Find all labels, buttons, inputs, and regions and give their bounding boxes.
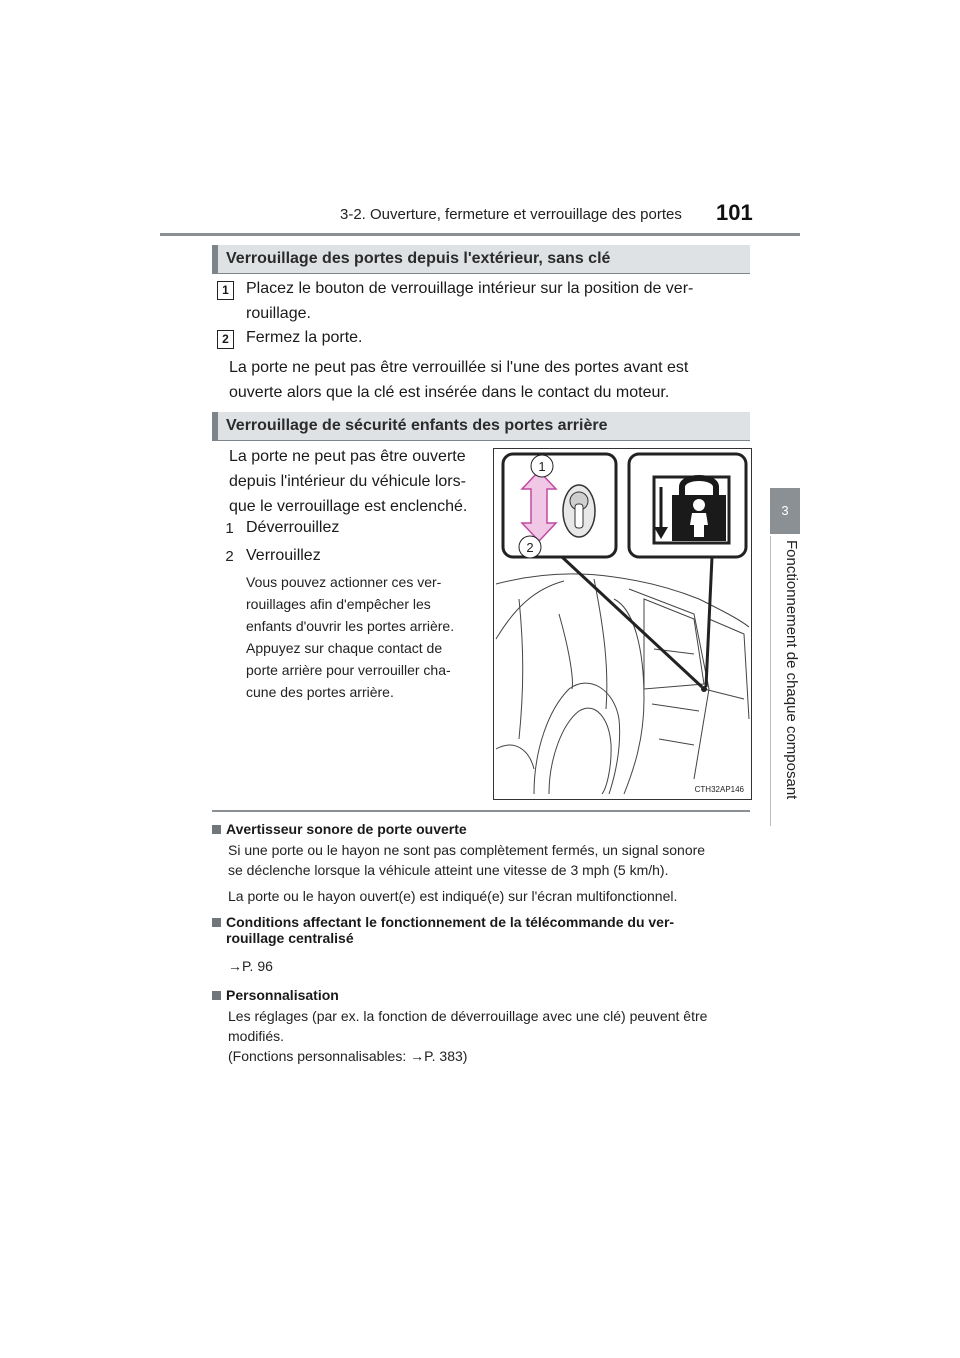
section2-intro [229,444,480,519]
bullet-square-icon [212,825,221,834]
section-title: 3-2. Ouverture, fermeture et verrouillage des portes [340,206,682,223]
notes-section [212,821,750,1066]
section1-heading [212,245,750,273]
heading-underline [212,440,750,441]
page-number: 101 [716,200,753,225]
heading-bar [212,412,218,440]
detail-line: enfants d'ouvrir les portes arrière. [246,618,455,634]
note-3-body [228,1006,750,1066]
bullet-square-icon [212,918,221,927]
section2-title: Verrouillage de sécurité enfants des portes arrière [226,417,608,434]
note-line: se déclenche lorsque la véhicule atteint une vitesse de 3 mph (5 km/h). [228,862,669,878]
child-icon [693,499,705,511]
header-rule [160,233,800,236]
section1-note-line1: La porte ne peut pas être verrouillée si l'une des portes avant est [229,359,689,376]
car-door-drawing [494,449,751,799]
note-2-title-line2: rouillage centralisé [226,930,354,946]
section2-heading [212,412,750,440]
note-1-body [228,840,750,906]
section1-title: Verrouillage des portes depuis l'extérieur, sans clé [226,250,611,267]
note-line: Les réglages (par ex. la fonction de déverrouillage avec une clé) peuvent être [228,1008,708,1024]
section2-detail [246,571,480,703]
step-number-box: 2 [217,330,234,349]
note-line: La porte ou le hayon ouvert(e) est indiqué(e) sur l'écran multifonctionnel. [228,888,678,904]
step-1-line2: rouillage. [246,305,311,322]
note-2-heading [212,914,750,946]
detail-line: cune des portes arrière. [246,684,394,700]
item-number: 2 [225,548,234,565]
chapter-label: Fonctionnement de chaque composant [783,540,800,800]
intro-line: La porte ne peut pas être ouverte [229,448,466,465]
intro-line: que le verrouillage est enclenché. [229,498,468,515]
step-1-line1: Placez le bouton de verrouillage intérieur sur la position de ver- [246,280,694,297]
detail-line: rouillages afin d'empêcher les [246,596,431,612]
note-1-title: Avertisseur sonore de porte ouverte [226,821,467,837]
chapter-tab: 3 [770,488,800,534]
child-lock-illustration [493,448,752,800]
intro-line: depuis l'intérieur du véhicule lors- [229,473,466,490]
callout-2: 2 [526,540,534,555]
note-line: (Fonctions personnalisables: →P. 383) [228,1048,468,1064]
note-1-heading [212,821,750,837]
section1-note [229,355,750,405]
note-3-heading [212,987,750,1003]
item-unlock-label: Déverrouillez [246,519,340,536]
note-3-title: Personnalisation [226,987,339,1003]
callout-1: 1 [538,459,546,474]
bullet-square-icon [212,991,221,1000]
detail-line: porte arrière pour verrouiller cha- [246,662,451,678]
item-lock-label: Verrouillez [246,547,321,564]
item-number: 1 [225,520,234,537]
detail-line: Appuyez sur chaque contact de [246,640,443,656]
illustration-code: CTH32AP146 [694,785,744,794]
heading-bar [212,245,218,273]
notes-separator [212,810,750,812]
note-2-title-line1: Conditions affectant le fonctionnement de la télécommande du ver- [226,914,675,930]
step-2-text: Fermez la porte. [246,329,363,346]
note-2-ref: →P. 96 [228,958,273,974]
note-line: modifiés. [228,1028,285,1044]
heading-underline [212,273,750,274]
note-line: Si une porte ou le hayon ne sont pas complètement fermés, un signal sonore [228,842,706,858]
section1-note-line2: ouverte alors que la clé est insérée dans le contact du moteur. [229,384,670,401]
step-number-box: 1 [217,281,234,300]
detail-line: Vous pouvez actionner ces ver- [246,574,442,590]
step-1-text [246,276,750,326]
